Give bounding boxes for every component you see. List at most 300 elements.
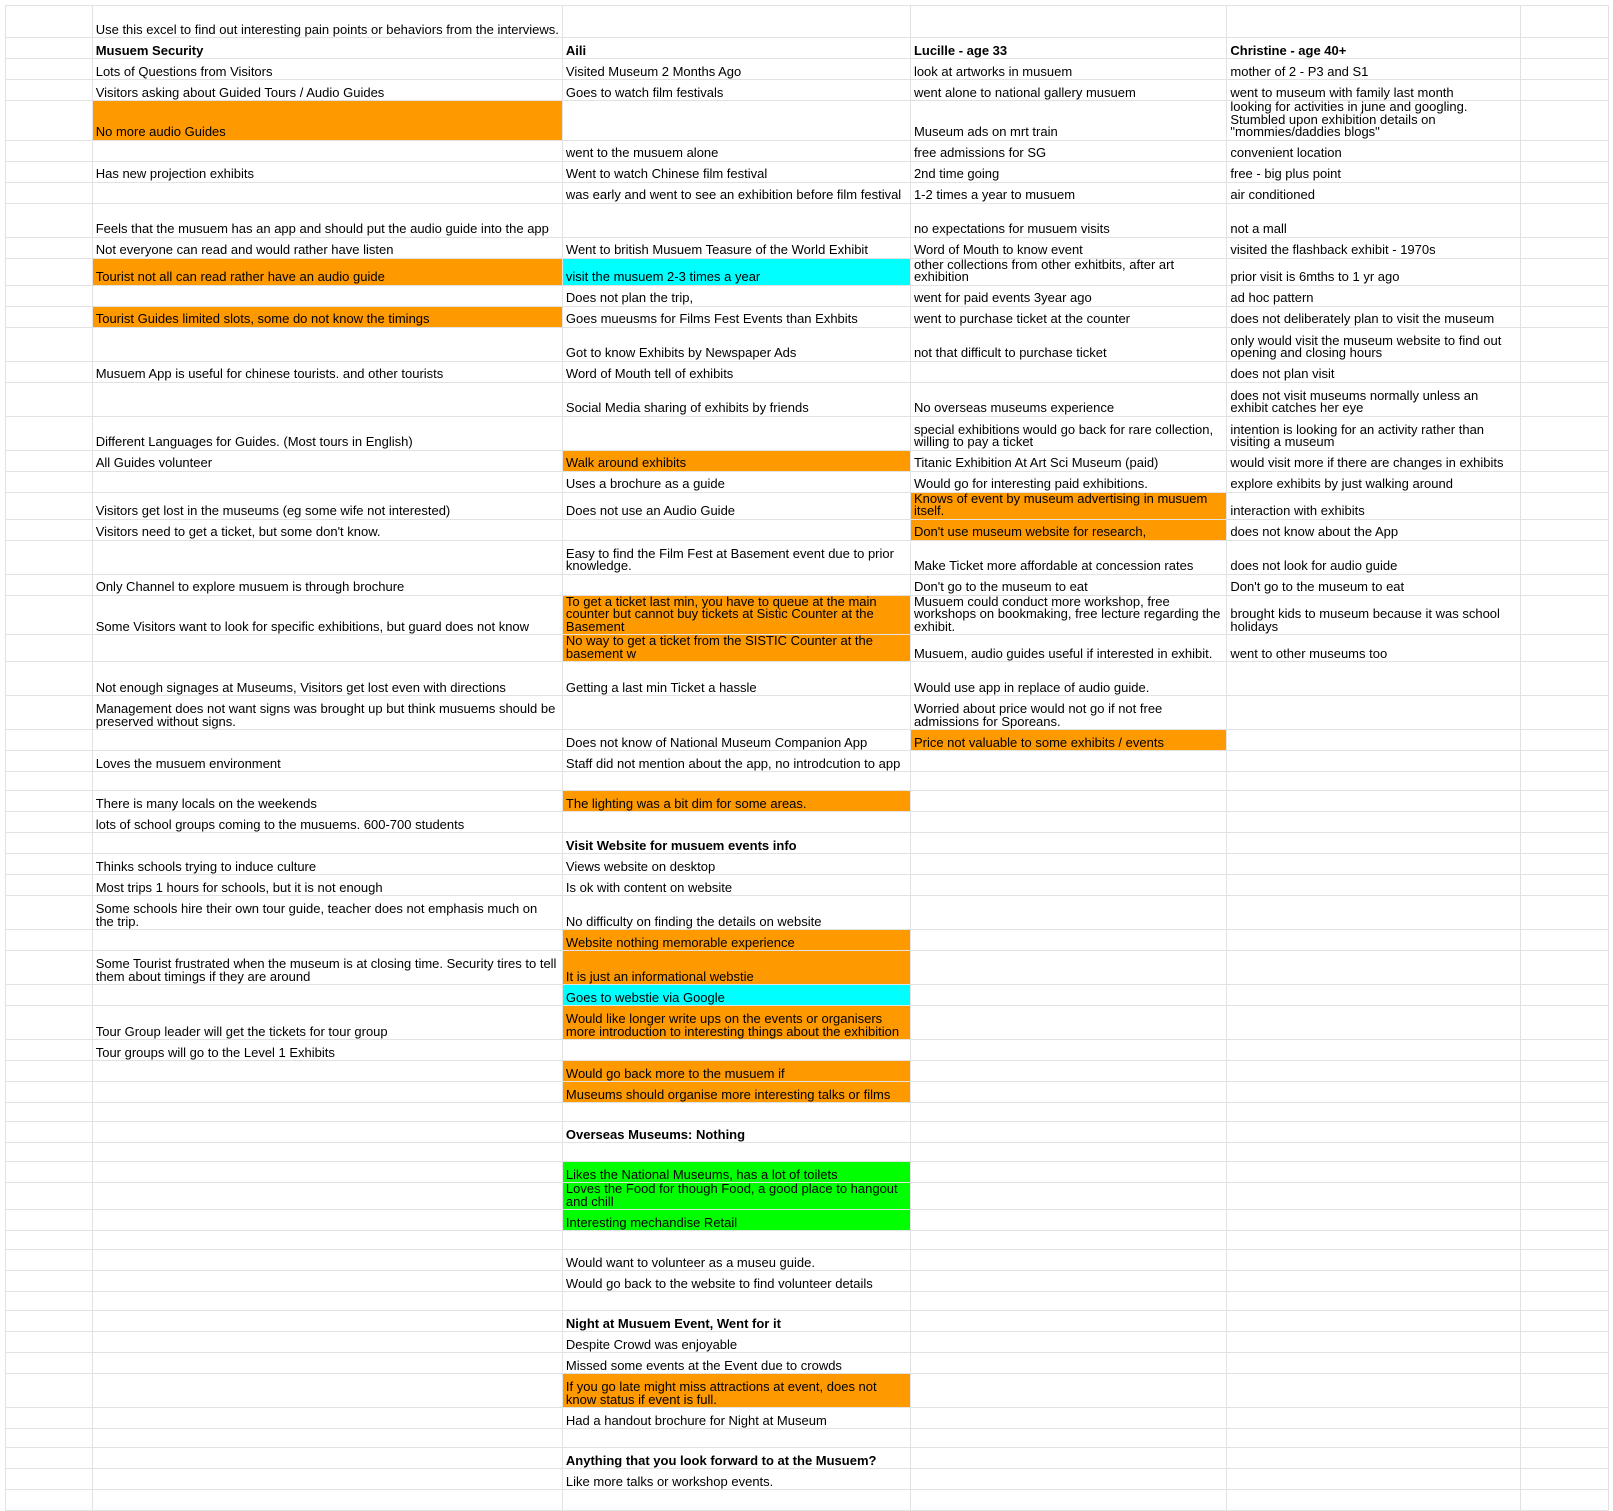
sheet-cell[interactable] <box>562 6 910 38</box>
sheet-cell[interactable]: Likes the National Museums, has a lot of toilets <box>562 1162 910 1183</box>
sheet-cell[interactable]: No overseas museums experience <box>910 382 1226 416</box>
sheet-cell[interactable]: brought kids to museum because it was school holidays <box>1227 595 1521 635</box>
sheet-cell[interactable] <box>1227 951 1521 985</box>
sheet-cell[interactable] <box>1521 161 1609 182</box>
sheet-cell[interactable] <box>910 1250 1226 1271</box>
sheet-cell[interactable] <box>910 1040 1226 1061</box>
sheet-cell[interactable]: went to purchase ticket at the counter <box>910 306 1226 327</box>
sheet-cell[interactable] <box>6 833 93 854</box>
sheet-cell[interactable] <box>1521 1082 1609 1103</box>
sheet-cell[interactable] <box>1521 791 1609 812</box>
sheet-cell[interactable] <box>1227 1448 1521 1469</box>
sheet-cell[interactable] <box>1227 1143 1521 1162</box>
sheet-cell[interactable]: No way to get a ticket from the SISTIC Counter at the basement w <box>562 635 910 662</box>
sheet-cell[interactable] <box>6 492 93 519</box>
sheet-cell[interactable] <box>6 182 93 203</box>
sheet-cell[interactable] <box>6 237 93 258</box>
sheet-cell[interactable] <box>1521 1332 1609 1353</box>
sheet-cell[interactable] <box>1521 1429 1609 1448</box>
sheet-cell[interactable] <box>1521 951 1609 985</box>
sheet-cell[interactable] <box>562 519 910 540</box>
sheet-cell[interactable] <box>6 1429 93 1448</box>
sheet-cell[interactable] <box>1227 1103 1521 1122</box>
sheet-cell[interactable] <box>92 1429 562 1448</box>
sheet-cell[interactable] <box>910 1429 1226 1448</box>
sheet-cell[interactable] <box>910 896 1226 930</box>
sheet-cell[interactable]: Goes to webstie via Google <box>562 985 910 1006</box>
sheet-cell[interactable] <box>6 772 93 791</box>
sheet-cell[interactable] <box>92 1103 562 1122</box>
sheet-cell[interactable]: Different Languages for Guides. (Most tours in English) <box>92 416 562 450</box>
sheet-cell[interactable]: No difficulty on finding the details on website <box>562 896 910 930</box>
sheet-cell[interactable]: Does not plan the trip, <box>562 285 910 306</box>
sheet-cell[interactable] <box>6 662 93 696</box>
sheet-cell[interactable] <box>562 1429 910 1448</box>
sheet-cell[interactable] <box>910 1374 1226 1408</box>
sheet-cell[interactable]: looking for activities in june and googling. Stumbled upon exhibition details on "mommies/daddies blogs" <box>1227 101 1521 141</box>
sheet-cell[interactable]: Visited Museum 2 Months Ago <box>562 59 910 80</box>
sheet-cell[interactable] <box>92 1143 562 1162</box>
sheet-cell[interactable] <box>562 101 910 141</box>
sheet-cell[interactable] <box>1521 361 1609 382</box>
sheet-cell[interactable]: was early and went to see an exhibition before film festival <box>562 182 910 203</box>
sheet-cell[interactable] <box>1521 854 1609 875</box>
sheet-cell[interactable]: Despite Crowd was enjoyable <box>562 1332 910 1353</box>
sheet-cell[interactable] <box>1227 1082 1521 1103</box>
sheet-cell[interactable]: Night at Musuem Event, Went for it <box>562 1311 910 1332</box>
sheet-cell[interactable] <box>1227 985 1521 1006</box>
sheet-cell[interactable] <box>562 772 910 791</box>
sheet-cell[interactable] <box>1227 1429 1521 1448</box>
sheet-cell[interactable] <box>6 696 93 730</box>
sheet-cell[interactable] <box>1521 1469 1609 1490</box>
sheet-cell[interactable]: There is many locals on the weekends <box>92 791 562 812</box>
sheet-cell[interactable]: intention is looking for an activity rather than visiting a museum <box>1227 416 1521 450</box>
sheet-cell[interactable]: not a mall <box>1227 203 1521 237</box>
sheet-cell[interactable] <box>92 1061 562 1082</box>
sheet-cell[interactable] <box>1521 540 1609 574</box>
sheet-cell[interactable]: does not plan visit <box>1227 361 1521 382</box>
sheet-cell[interactable] <box>1521 1448 1609 1469</box>
sheet-cell[interactable] <box>6 59 93 80</box>
sheet-cell[interactable] <box>562 1143 910 1162</box>
sheet-cell[interactable]: Most trips 1 hours for schools, but it is not enough <box>92 875 562 896</box>
sheet-cell[interactable] <box>6 635 93 662</box>
sheet-cell[interactable] <box>1521 1311 1609 1332</box>
sheet-cell[interactable]: Goes to watch film festivals <box>562 80 910 101</box>
sheet-cell[interactable]: Would like longer write ups on the events or organisers more introduction to interesting things about the exhibition <box>562 1006 910 1040</box>
sheet-cell[interactable] <box>1521 1353 1609 1374</box>
sheet-cell[interactable]: lots of school groups coming to the musuems. 600-700 students <box>92 812 562 833</box>
sheet-cell[interactable] <box>1521 1210 1609 1231</box>
sheet-cell[interactable] <box>92 1082 562 1103</box>
sheet-cell[interactable]: Museum ads on mrt train <box>910 101 1226 141</box>
sheet-cell[interactable]: Knows of event by museum advertising in musuem itself. <box>910 492 1226 519</box>
sheet-cell[interactable] <box>1521 80 1609 101</box>
sheet-cell[interactable] <box>1521 595 1609 635</box>
sheet-cell[interactable] <box>1521 833 1609 854</box>
sheet-cell[interactable] <box>92 1210 562 1231</box>
sheet-cell[interactable] <box>6 951 93 985</box>
sheet-cell[interactable]: Word of Mouth to know event <box>910 237 1226 258</box>
sheet-cell[interactable] <box>6 595 93 635</box>
sheet-cell[interactable] <box>1521 1408 1609 1429</box>
sheet-cell[interactable] <box>1227 1250 1521 1271</box>
sheet-cell[interactable] <box>910 985 1226 1006</box>
sheet-cell[interactable] <box>1521 101 1609 141</box>
sheet-cell[interactable]: does not look for audio guide <box>1227 540 1521 574</box>
sheet-cell[interactable] <box>6 38 93 59</box>
sheet-cell[interactable] <box>1227 1061 1521 1082</box>
sheet-cell[interactable] <box>1227 696 1521 730</box>
sheet-cell[interactable]: Some Visitors want to look for specific exhibitions, but guard does not know <box>92 595 562 635</box>
sheet-cell[interactable] <box>562 574 910 595</box>
sheet-cell[interactable] <box>1227 772 1521 791</box>
sheet-cell[interactable] <box>6 450 93 471</box>
sheet-cell[interactable]: visit the musuem 2-3 times a year <box>562 258 910 285</box>
sheet-cell[interactable] <box>6 791 93 812</box>
sheet-cell[interactable] <box>562 203 910 237</box>
sheet-cell[interactable]: Don't go to the museum to eat <box>1227 574 1521 595</box>
sheet-cell[interactable]: Some Tourist frustrated when the museum is at closing time. Security tires to tell them about timings if they are around <box>92 951 562 985</box>
sheet-cell[interactable] <box>92 1292 562 1311</box>
sheet-cell[interactable]: Walk around exhibits <box>562 450 910 471</box>
sheet-cell[interactable] <box>1521 812 1609 833</box>
sheet-cell[interactable] <box>92 327 562 361</box>
sheet-cell[interactable] <box>562 696 910 730</box>
sheet-cell[interactable] <box>910 1292 1226 1311</box>
sheet-cell[interactable] <box>6 1271 93 1292</box>
sheet-cell[interactable] <box>910 1311 1226 1332</box>
sheet-cell[interactable]: went to other museums too <box>1227 635 1521 662</box>
sheet-cell[interactable] <box>6 471 93 492</box>
sheet-cell[interactable] <box>910 1408 1226 1429</box>
sheet-cell[interactable] <box>6 1353 93 1374</box>
sheet-cell[interactable]: Views website on desktop <box>562 854 910 875</box>
sheet-cell[interactable]: only would visit the museum website to find out opening and closing hours <box>1227 327 1521 361</box>
sheet-cell[interactable]: look at artworks in musuem <box>910 59 1226 80</box>
sheet-cell[interactable]: Getting a last min Ticket a hassle <box>562 662 910 696</box>
sheet-cell[interactable] <box>92 1408 562 1429</box>
sheet-cell[interactable]: Social Media sharing of exhibits by friends <box>562 382 910 416</box>
sheet-cell[interactable] <box>910 1490 1226 1511</box>
sheet-cell[interactable]: Word of Mouth tell of exhibits <box>562 361 910 382</box>
sheet-cell[interactable] <box>1521 1162 1609 1183</box>
sheet-cell[interactable] <box>92 1353 562 1374</box>
sheet-cell[interactable]: Interesting mechandise Retail <box>562 1210 910 1231</box>
sheet-cell[interactable] <box>1521 985 1609 1006</box>
sheet-cell[interactable]: went for paid events 3year ago <box>910 285 1226 306</box>
sheet-cell[interactable] <box>1521 1271 1609 1292</box>
sheet-cell[interactable]: Visitors asking about Guided Tours / Audio Guides <box>92 80 562 101</box>
sheet-cell[interactable] <box>1521 1061 1609 1082</box>
sheet-cell[interactable] <box>1521 1490 1609 1511</box>
sheet-cell[interactable]: Has new projection exhibits <box>92 161 562 182</box>
sheet-cell[interactable] <box>6 1448 93 1469</box>
sheet-cell[interactable]: Does not know of National Museum Companion App <box>562 730 910 751</box>
sheet-cell[interactable]: visited the flashback exhibit - 1970s <box>1227 237 1521 258</box>
sheet-cell[interactable] <box>92 1231 562 1250</box>
sheet-cell[interactable]: All Guides volunteer <box>92 450 562 471</box>
sheet-cell[interactable] <box>6 258 93 285</box>
sheet-cell[interactable] <box>1227 833 1521 854</box>
sheet-cell[interactable]: Tourist not all can read rather have an audio guide <box>92 258 562 285</box>
sheet-cell[interactable] <box>6 854 93 875</box>
sheet-cell[interactable]: other collections from other exhitbits, after art exhibition <box>910 258 1226 285</box>
sheet-cell[interactable]: Lucille - age 33 <box>910 38 1226 59</box>
sheet-cell[interactable] <box>1227 930 1521 951</box>
sheet-cell[interactable]: Management does not want signs was brought up but think musuems should be preserved without signs. <box>92 696 562 730</box>
sheet-cell[interactable]: Staff did not mention about the app, no introdcution to app <box>562 751 910 772</box>
sheet-cell[interactable] <box>1227 662 1521 696</box>
sheet-cell[interactable] <box>1521 471 1609 492</box>
sheet-cell[interactable]: Aili <box>562 38 910 59</box>
sheet-cell[interactable] <box>6 875 93 896</box>
sheet-cell[interactable] <box>1521 1040 1609 1061</box>
sheet-cell[interactable]: 1-2 times a year to musuem <box>910 182 1226 203</box>
sheet-cell[interactable] <box>1227 730 1521 751</box>
sheet-cell[interactable] <box>92 635 562 662</box>
sheet-cell[interactable]: went to the musuem alone <box>562 140 910 161</box>
sheet-cell[interactable]: Only Channel to explore musuem is through brochure <box>92 574 562 595</box>
sheet-cell[interactable] <box>910 854 1226 875</box>
sheet-cell[interactable] <box>562 1103 910 1122</box>
sheet-cell[interactable] <box>910 930 1226 951</box>
sheet-cell[interactable] <box>910 1469 1226 1490</box>
sheet-cell[interactable] <box>1227 1408 1521 1429</box>
sheet-cell[interactable] <box>1521 1122 1609 1143</box>
sheet-cell[interactable] <box>6 1006 93 1040</box>
sheet-cell[interactable] <box>6 1332 93 1353</box>
sheet-cell[interactable]: prior visit is 6mths to 1 yr ago <box>1227 258 1521 285</box>
sheet-cell[interactable] <box>1227 1311 1521 1332</box>
sheet-cell[interactable] <box>6 416 93 450</box>
sheet-cell[interactable] <box>1521 416 1609 450</box>
sheet-cell[interactable] <box>910 1271 1226 1292</box>
sheet-cell[interactable] <box>1521 1374 1609 1408</box>
sheet-cell[interactable] <box>1521 696 1609 730</box>
sheet-cell[interactable] <box>1521 203 1609 237</box>
sheet-cell[interactable] <box>6 574 93 595</box>
sheet-cell[interactable]: free - big plus point <box>1227 161 1521 182</box>
sheet-cell[interactable]: Would want to volunteer as a museu guide. <box>562 1250 910 1271</box>
sheet-cell[interactable] <box>1521 382 1609 416</box>
sheet-cell[interactable]: Website nothing memorable experience <box>562 930 910 951</box>
sheet-cell[interactable]: Had a handout brochure for Night at Museum <box>562 1408 910 1429</box>
sheet-cell[interactable] <box>1521 492 1609 519</box>
sheet-cell[interactable] <box>92 285 562 306</box>
sheet-cell[interactable] <box>1227 1210 1521 1231</box>
sheet-cell[interactable]: Tour groups will go to the Level 1 Exhibits <box>92 1040 562 1061</box>
sheet-cell[interactable] <box>910 875 1226 896</box>
sheet-cell[interactable] <box>6 1374 93 1408</box>
sheet-cell[interactable]: Make Ticket more affordable at concession rates <box>910 540 1226 574</box>
sheet-cell[interactable]: special exhibitions would go back for rare collection, willing to pay a ticket <box>910 416 1226 450</box>
sheet-cell[interactable] <box>1521 662 1609 696</box>
sheet-cell[interactable] <box>1521 751 1609 772</box>
sheet-intro-text[interactable]: Use this excel to find out interesting pain points or behaviors from the interviews. <box>92 6 562 38</box>
sheet-cell[interactable] <box>6 1210 93 1231</box>
sheet-cell[interactable] <box>910 951 1226 985</box>
sheet-cell[interactable] <box>92 833 562 854</box>
sheet-cell[interactable] <box>562 1040 910 1061</box>
sheet-cell[interactable]: Like more talks or workshop events. <box>562 1469 910 1490</box>
sheet-cell[interactable] <box>1521 730 1609 751</box>
sheet-cell[interactable] <box>1227 1490 1521 1511</box>
sheet-cell[interactable]: Goes mueusms for Films Fest Events than Exhbits <box>562 306 910 327</box>
sheet-cell[interactable] <box>6 1103 93 1122</box>
sheet-cell[interactable] <box>1521 519 1609 540</box>
sheet-cell[interactable] <box>6 1231 93 1250</box>
sheet-cell[interactable] <box>6 140 93 161</box>
sheet-cell[interactable] <box>1227 1469 1521 1490</box>
sheet-cell[interactable]: Thinks schools trying to induce culture <box>92 854 562 875</box>
sheet-cell[interactable] <box>1227 1040 1521 1061</box>
sheet-cell[interactable]: Tourist Guides limited slots, some do not know the timings <box>92 306 562 327</box>
sheet-cell[interactable]: does not know about the App <box>1227 519 1521 540</box>
sheet-cell[interactable] <box>92 1250 562 1271</box>
sheet-cell[interactable] <box>92 985 562 1006</box>
sheet-cell[interactable] <box>1227 875 1521 896</box>
sheet-cell[interactable]: 2nd time going <box>910 161 1226 182</box>
sheet-cell[interactable] <box>6 1162 93 1183</box>
sheet-cell[interactable] <box>1521 237 1609 258</box>
sheet-cell[interactable]: Went to watch Chinese film festival <box>562 161 910 182</box>
sheet-cell[interactable] <box>6 730 93 751</box>
sheet-cell[interactable]: Not enough signages at Museums, Visitors get lost even with directions <box>92 662 562 696</box>
sheet-cell[interactable] <box>6 1292 93 1311</box>
sheet-cell[interactable] <box>6 1183 93 1210</box>
sheet-cell[interactable] <box>1521 574 1609 595</box>
sheet-cell[interactable] <box>1227 1374 1521 1408</box>
sheet-cell[interactable] <box>1521 635 1609 662</box>
sheet-cell[interactable]: Easy to find the Film Fest at Basement event due to prior knowledge. <box>562 540 910 574</box>
sheet-cell[interactable]: Is ok with content on website <box>562 875 910 896</box>
sheet-cell[interactable]: does not visit museums normally unless an exhibit catches her eye <box>1227 382 1521 416</box>
sheet-cell[interactable] <box>910 1082 1226 1103</box>
sheet-cell[interactable]: went to museum with family last month <box>1227 80 1521 101</box>
sheet-cell[interactable]: convenient location <box>1227 140 1521 161</box>
sheet-cell[interactable] <box>1521 1103 1609 1122</box>
sheet-cell[interactable] <box>92 540 562 574</box>
sheet-cell[interactable] <box>6 327 93 361</box>
sheet-cell[interactable] <box>910 791 1226 812</box>
sheet-cell[interactable] <box>1521 1250 1609 1271</box>
sheet-cell[interactable]: No more audio Guides <box>92 101 562 141</box>
sheet-cell[interactable]: It is just an informational webstie <box>562 951 910 985</box>
sheet-cell[interactable] <box>1521 875 1609 896</box>
sheet-cell[interactable]: Christine - age 40+ <box>1227 38 1521 59</box>
sheet-cell[interactable] <box>1521 59 1609 80</box>
sheet-cell[interactable]: Would go back to the website to find volunteer details <box>562 1271 910 1292</box>
sheet-cell[interactable]: would visit more if there are changes in exhibits <box>1227 450 1521 471</box>
sheet-cell[interactable] <box>1227 791 1521 812</box>
sheet-cell[interactable] <box>92 1162 562 1183</box>
sheet-cell[interactable] <box>1227 854 1521 875</box>
sheet-cell[interactable]: Not everyone can read and would rather have listen <box>92 237 562 258</box>
sheet-cell[interactable] <box>1227 1332 1521 1353</box>
sheet-cell[interactable] <box>562 1231 910 1250</box>
sheet-cell[interactable] <box>910 1231 1226 1250</box>
sheet-cell[interactable] <box>910 1006 1226 1040</box>
sheet-cell[interactable] <box>6 519 93 540</box>
sheet-cell[interactable]: explore exhibits by just walking around <box>1227 471 1521 492</box>
sheet-cell[interactable] <box>6 985 93 1006</box>
sheet-cell[interactable] <box>92 471 562 492</box>
sheet-cell[interactable] <box>6 1250 93 1271</box>
sheet-cell[interactable]: Anything that you look forward to at the Musuem? <box>562 1448 910 1469</box>
sheet-cell[interactable] <box>910 361 1226 382</box>
sheet-cell[interactable] <box>1227 6 1521 38</box>
sheet-cell[interactable] <box>910 1122 1226 1143</box>
sheet-cell[interactable] <box>1227 1292 1521 1311</box>
sheet-cell[interactable] <box>1227 896 1521 930</box>
sheet-cell[interactable] <box>6 1311 93 1332</box>
sheet-cell[interactable]: Went to british Musuem Teasure of the World Exhibit <box>562 237 910 258</box>
sheet-cell[interactable] <box>92 1374 562 1408</box>
sheet-cell[interactable]: Worried about price would not go if not free admissions for Sporeans. <box>910 696 1226 730</box>
sheet-cell[interactable] <box>910 772 1226 791</box>
sheet-cell[interactable] <box>910 751 1226 772</box>
sheet-cell[interactable] <box>1521 285 1609 306</box>
sheet-cell[interactable]: does not deliberately plan to visit the museum <box>1227 306 1521 327</box>
sheet-cell[interactable] <box>6 1143 93 1162</box>
sheet-cell[interactable] <box>1521 1183 1609 1210</box>
sheet-cell[interactable] <box>6 540 93 574</box>
sheet-cell[interactable] <box>1227 1271 1521 1292</box>
sheet-cell[interactable]: Would go back more to the musuem if <box>562 1061 910 1082</box>
sheet-cell[interactable] <box>1227 1122 1521 1143</box>
sheet-cell[interactable]: no expectations for musuem visits <box>910 203 1226 237</box>
sheet-cell[interactable] <box>6 812 93 833</box>
sheet-cell[interactable] <box>1227 1162 1521 1183</box>
sheet-cell[interactable] <box>6 101 93 141</box>
sheet-cell[interactable]: Would use app in replace of audio guide. <box>910 662 1226 696</box>
sheet-cell[interactable] <box>92 930 562 951</box>
sheet-cell[interactable] <box>910 1210 1226 1231</box>
sheet-cell[interactable] <box>92 1332 562 1353</box>
sheet-cell[interactable]: Does not use an Audio Guide <box>562 492 910 519</box>
sheet-cell[interactable]: free admissions for SG <box>910 140 1226 161</box>
sheet-cell[interactable] <box>910 812 1226 833</box>
sheet-cell[interactable] <box>910 1332 1226 1353</box>
sheet-cell[interactable]: Visit Website for musuem events info <box>562 833 910 854</box>
sheet-cell[interactable]: If you go late might miss attractions at event, does not know status if event is full. <box>562 1374 910 1408</box>
sheet-cell[interactable]: air conditioned <box>1227 182 1521 203</box>
sheet-cell[interactable]: Museums should organise more interesting talks or films <box>562 1082 910 1103</box>
sheet-cell[interactable] <box>92 1311 562 1332</box>
sheet-cell[interactable]: interaction with exhibits <box>1227 492 1521 519</box>
sheet-cell[interactable] <box>562 1490 910 1511</box>
sheet-cell[interactable]: Musuem, audio guides useful if interested in exhibit. <box>910 635 1226 662</box>
sheet-cell[interactable] <box>1521 896 1609 930</box>
sheet-cell[interactable] <box>910 1143 1226 1162</box>
sheet-cell[interactable] <box>1521 772 1609 791</box>
sheet-cell[interactable] <box>910 1183 1226 1210</box>
sheet-cell[interactable] <box>1521 140 1609 161</box>
sheet-cell[interactable] <box>92 772 562 791</box>
sheet-cell[interactable] <box>92 182 562 203</box>
sheet-cell[interactable] <box>910 1353 1226 1374</box>
sheet-cell[interactable] <box>92 382 562 416</box>
sheet-cell[interactable]: Uses a brochure as a guide <box>562 471 910 492</box>
sheet-cell[interactable] <box>6 1040 93 1061</box>
sheet-cell[interactable]: Visitors get lost in the museums (eg some wife not interested) <box>92 492 562 519</box>
sheet-cell[interactable]: Visitors need to get a ticket, but some don't know. <box>92 519 562 540</box>
sheet-cell[interactable]: The lighting was a bit dim for some areas. <box>562 791 910 812</box>
sheet-cell[interactable] <box>1521 327 1609 361</box>
sheet-cell[interactable] <box>1521 6 1609 38</box>
